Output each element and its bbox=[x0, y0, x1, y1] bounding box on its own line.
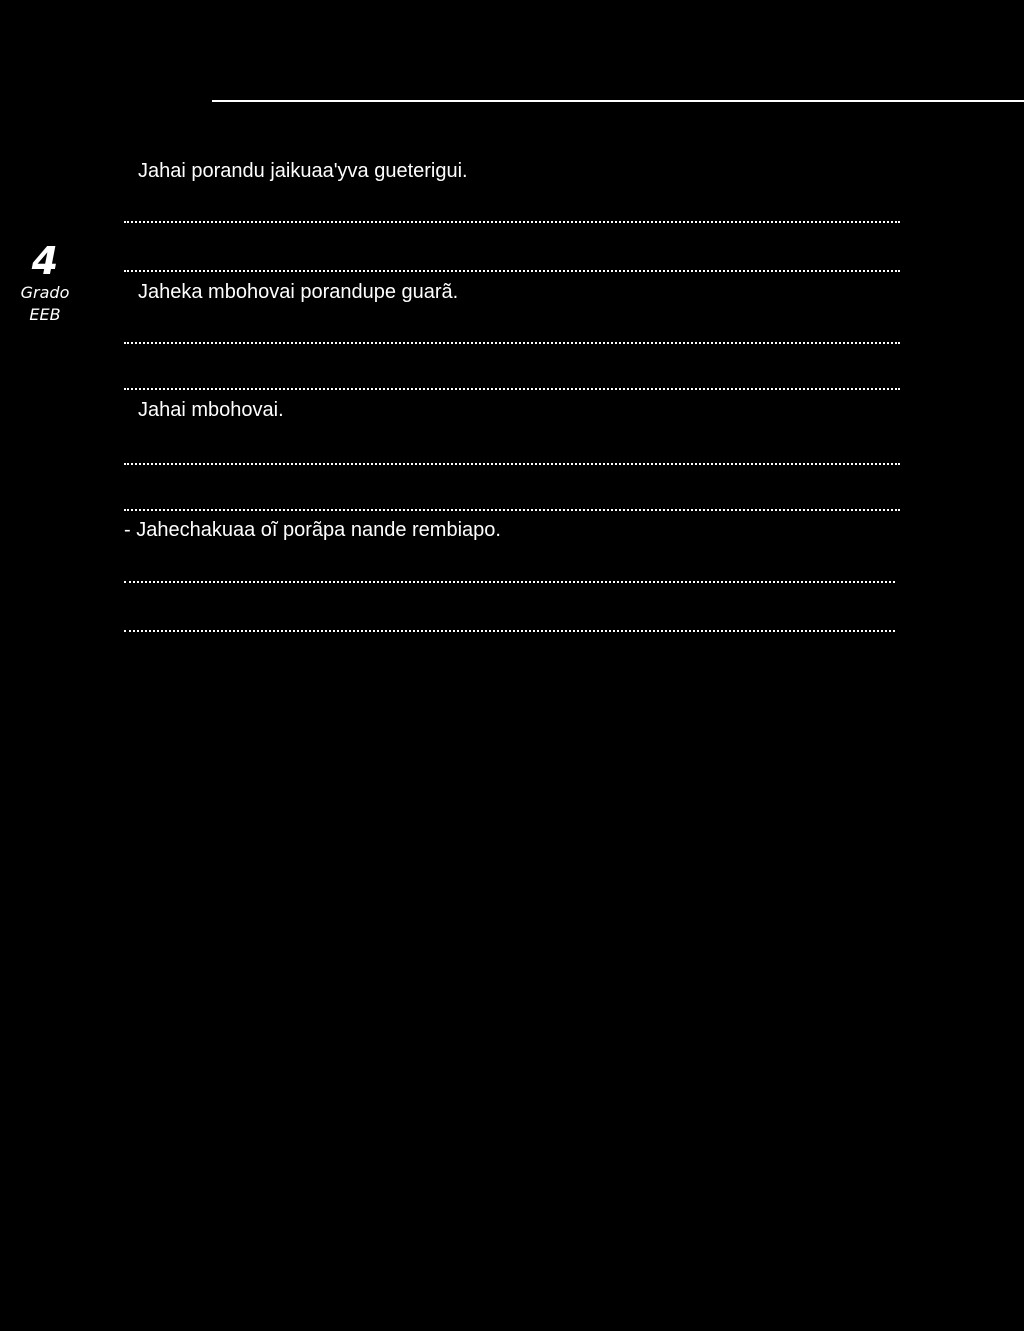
question-3-prompt: Jahai mbohovai. bbox=[138, 399, 284, 421]
question-4-prompt: - Jahechakuaa oĩ porãpa nande rembiapo. bbox=[124, 519, 501, 541]
question-1-prompt: Jahai porandu jaikuaa'yva gueterigui. bbox=[138, 160, 468, 182]
header-rule bbox=[212, 100, 1024, 102]
grade-level: EEB bbox=[29, 305, 61, 324]
question-3-answer-line-1[interactable] bbox=[124, 463, 900, 465]
grade-number: 4 bbox=[31, 239, 59, 283]
grade-label: Grado bbox=[20, 283, 70, 302]
question-2-answer-line-2[interactable] bbox=[124, 388, 900, 390]
grade-badge bbox=[14, 240, 76, 326]
question-4-answer-line-2[interactable] bbox=[124, 630, 895, 632]
question-1-answer-line-2[interactable] bbox=[124, 270, 900, 272]
question-2-prompt: Jaheka mbohovai porandupe guarã. bbox=[138, 281, 459, 303]
question-2-answer-line-1[interactable] bbox=[124, 342, 900, 344]
question-3-answer-line-2[interactable] bbox=[124, 509, 900, 511]
question-4-answer-line-1[interactable] bbox=[124, 581, 895, 583]
question-1-answer-line-1[interactable] bbox=[124, 221, 900, 223]
